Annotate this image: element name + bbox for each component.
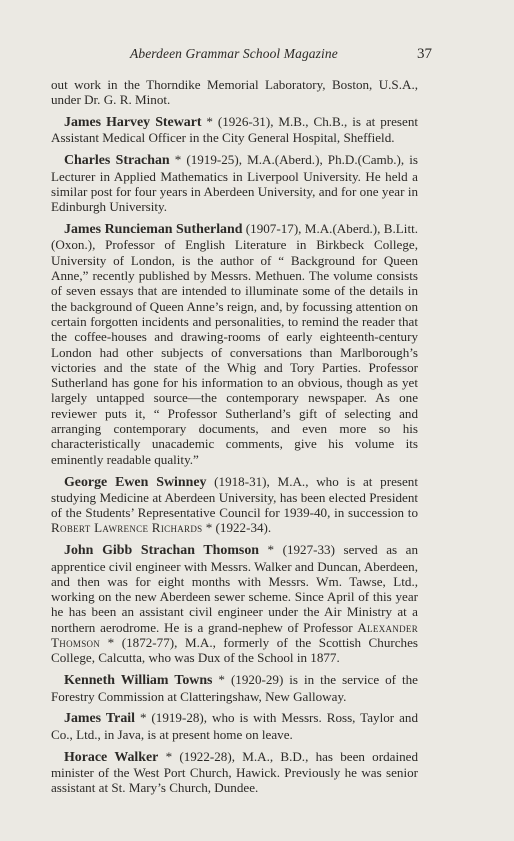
referenced-name: Alexander Thomson <box>51 619 418 651</box>
paragraph <box>51 749 418 796</box>
paragraph-text: * (1927-33) served as an apprentice civil engineer with Messrs. Walker and Duncan, Aberdeen, and then was for eight months with Messrs. Wm. Tawse, Ltd., working on the new Aberdeen sewer scheme. Since April of this year he has been an assistant civil engineer under the Air Ministry at a northern aerodrome. He is a grand-nephew of Professor <box>51 542 418 635</box>
referenced-name: Robert Lawrence Richards <box>51 520 203 536</box>
paragraph-text: out work in the Thorndike Memorial Laboratory, Boston, U.S.A., under Dr. G. R. Minot. <box>51 77 418 108</box>
paragraph <box>51 542 418 665</box>
person-name: James Harvey Stewart <box>64 115 202 131</box>
person-name: John Gibb Strachan Thomson <box>64 543 259 559</box>
person-name: James Runcieman Sutherland <box>64 222 243 238</box>
paragraph <box>51 152 418 214</box>
person-name: Charles Strachan <box>64 153 170 169</box>
person-name: James Trail <box>64 711 135 727</box>
running-title: Aberdeen Grammar School Magazine <box>130 46 338 61</box>
paragraph-text: * (1920-29) is in the service of the Forestry Commission at Clatteringshaw, New Galloway. <box>51 672 418 704</box>
paragraph <box>51 672 418 704</box>
person-name: George Ewen Swinney <box>64 474 207 490</box>
paragraph <box>51 221 418 467</box>
person-name: Horace Walker <box>64 749 159 765</box>
paragraph-text: * (1926-31), M.B., Ch.B., is at present Assistant Medical Officer in the City General Hospital, Sheffield. <box>51 114 419 146</box>
page-header <box>0 46 514 66</box>
article-body <box>51 77 418 802</box>
paragraph <box>51 474 418 536</box>
paragraph <box>51 710 418 742</box>
person-name: Kenneth William Towns <box>64 673 213 689</box>
paragraph <box>51 114 418 146</box>
page-number: 37 <box>417 46 432 62</box>
paragraph-text: * (1919-28), who is with Messrs. Ross, Taylor and Co., Ltd., in Java, is at present home on leave. <box>51 710 418 742</box>
paragraph <box>51 77 418 108</box>
paragraph-text: * (1922-28), M.A., B.D., has been ordained minister of the West Port Church, Hawick. Previously he was senior assistant at St. Mary’s Church, Dundee. <box>51 748 418 796</box>
paragraph-text: * (1872-77), M.A., formerly of the Scottish Churches College, Calcutta, who was Dux of the School in 1877. <box>51 635 418 666</box>
paragraph-text: * (1919-25), M.A.(Aberd.), Ph.D.(Camb.), is Lecturer in Applied Mathematics in Liverpool University. He held a similar post for four years in Aberdeen University, and for one year in Edinburgh University. <box>51 152 419 215</box>
paragraph-text: * (1922-34). <box>202 520 272 536</box>
paragraph-text: (1918-31), M.A., who is at present studying Medicine at Aberdeen University, has been elected President of the Students’ Representative Council for 1939-40, in succession to <box>51 473 418 521</box>
paragraph-text: (1907-17), M.A.(Aberd.), B.Litt.(Oxon.), Professor of English Literature in Birkbeck College, University of London, is the author of “ Background for Queen Anne,” recently published by Messrs. Methuen. The volume consists of seven essays that are intended to illuminate some of the details in the background of Queen Anne’s reign, and, by focussing attention on certain forgotten incidents and personalities, to remind the reader that the coffee-houses and drawing-rooms of early eighteenth-century London had other subjects of conversations than Marlborough’s victories and the state of the Whig and Tory Parties. Professor Sutherland has gone for his information to an obvious, though as yet largely untapped source—the contemporary newspaper. As one reviewer puts it, “ Professor Sutherland’s gift of selecting and arranging contemporary documents, and even more so his characteristically unacademic comments, give his volume its eminently readable quality.” <box>51 221 418 467</box>
